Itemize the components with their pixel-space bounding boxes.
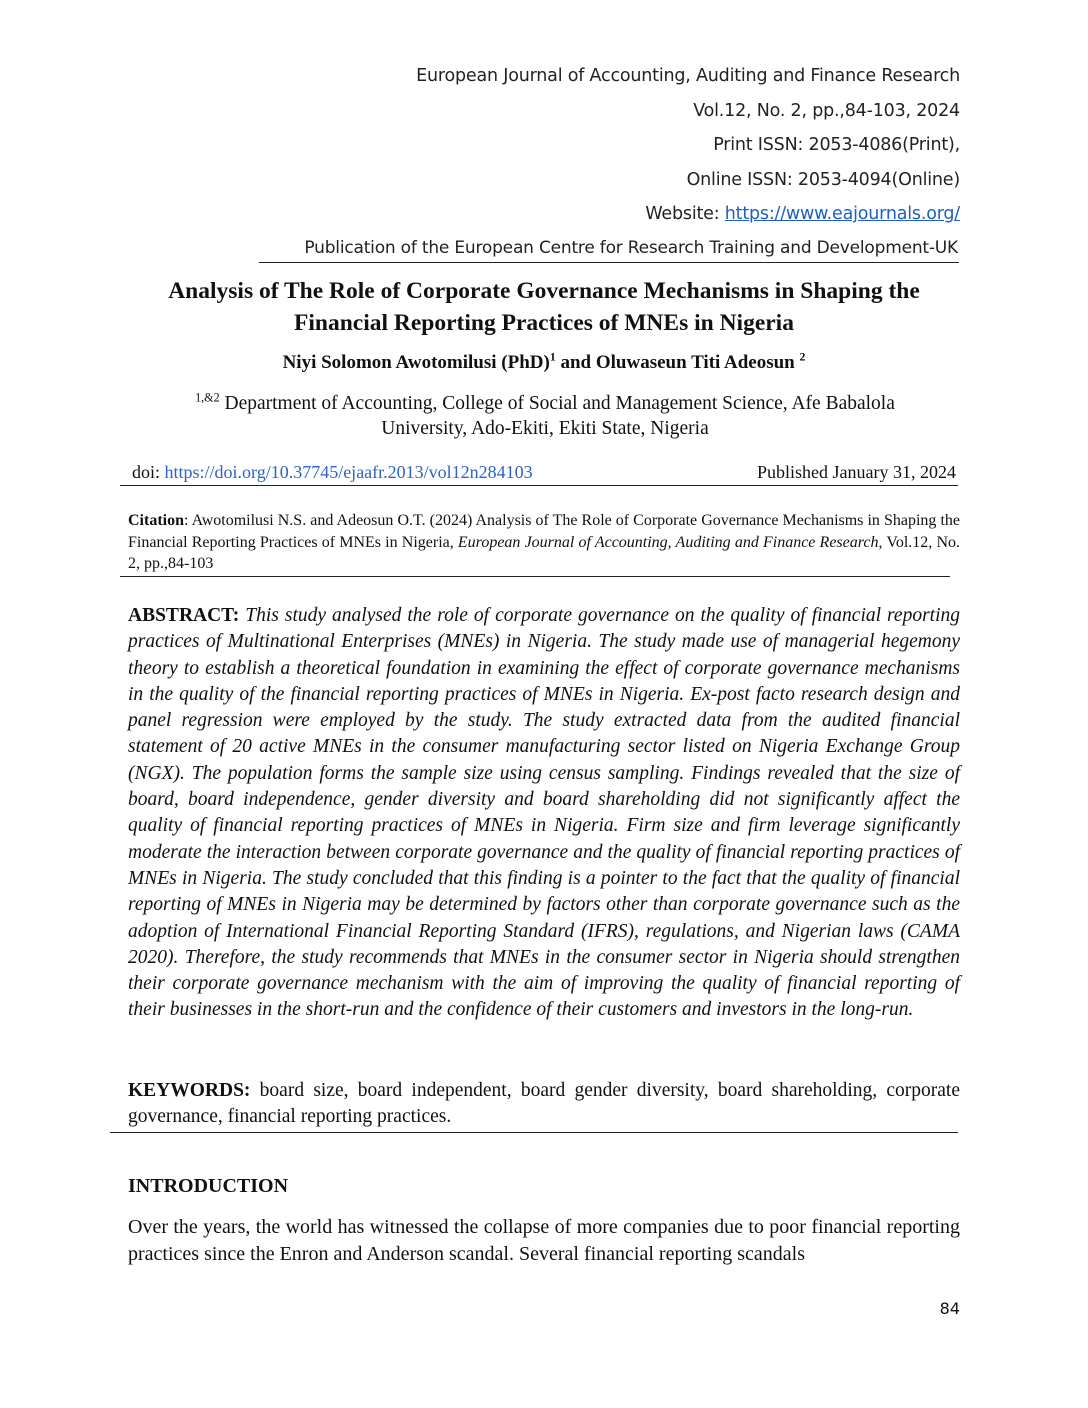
author-1-affil-mark: 1: [549, 350, 556, 364]
citation-text: : Awotomilusi N.S. and Adeosun O.T. (2024) Analysis of The Role of Corporate Governance Mechanisms in Shaping the Financial Reporting Practices of MNEs in Nigeria,: [128, 512, 960, 551]
page-number: 84: [939, 1299, 960, 1318]
online-issn: Online ISSN: 2053-4094(Online): [686, 169, 960, 190]
doi-link[interactable]: https://doi.org/10.37745/ejaafr.2013/vol12n284103: [164, 462, 533, 482]
header-divider: [259, 262, 959, 263]
author-1: Niyi Solomon Awotomilusi (PhD): [282, 352, 550, 373]
abstract-label: ABSTRACT:: [128, 605, 240, 626]
author-conjunction: and: [555, 352, 596, 373]
citation-divider: [120, 576, 950, 577]
introduction-heading: INTRODUCTION: [128, 1175, 289, 1197]
website-link[interactable]: https://www.eajournals.org/: [724, 204, 960, 224]
title-line-2: Financial Reporting Practices of MNEs in Nigeria: [294, 310, 794, 336]
affiliation: [130, 391, 960, 441]
citation-journal: European Journal of Accounting, Auditing and Finance Research: [457, 533, 879, 551]
keywords-block: [128, 1078, 960, 1131]
journal-volume: Vol.12, No. 2, pp.,84-103, 2024: [693, 100, 960, 121]
publication-line: Publication of the European Centre for Research Training and Development-UK: [304, 238, 958, 258]
citation-block: [128, 510, 960, 575]
doi-label: doi:: [132, 462, 165, 482]
author-list: [100, 349, 988, 377]
affiliation-line-1: Department of Accounting, College of Social and Management Science, Afe Babalola: [219, 393, 895, 414]
introduction-paragraph: Over the years, the world has witnessed the collapse of more companies due to poor financial reporting practices since the Enron and Anderson scandal. Several financial reporting scandals: [128, 1216, 960, 1265]
doi-row: [132, 460, 956, 484]
citation-label: Citation: [128, 512, 184, 529]
website-label: Website:: [645, 204, 725, 224]
doi-divider: [120, 485, 958, 486]
article-title: [100, 275, 988, 339]
published-date: Published January 31, 2024: [757, 462, 956, 482]
affiliation-line-2: University, Ado-Ekiti, Ekiti State, Nigeria: [381, 418, 709, 439]
journal-header: [140, 62, 960, 235]
keywords-label: KEYWORDS:: [128, 1080, 251, 1101]
author-2: Oluwaseun Titi Adeosun: [595, 352, 800, 373]
journal-name: European Journal of Accounting, Auditing and Finance Research: [416, 66, 960, 86]
website-line: [140, 200, 960, 235]
print-issn: Print ISSN: 2053-4086(Print),: [713, 135, 960, 155]
abstract-block: [128, 603, 960, 1024]
keywords-divider: [110, 1132, 958, 1133]
abstract-text: This study analysed the role of corporate governance on the quality of financial reporting practices of Multinational Enterprises (MNEs) in Nigeria. The study made use of managerial hegemony theory to establish a theoretical foundation in examining the effect of corporate governance mechanisms in the quality of the financial reporting practices of MNEs in Nigeria. Ex-post facto research design and panel regression were employed by the study. The study extracted data from the audited financial statement of 20 active MNEs in the consumer manufacturing sector listed on Nigeria Exchange Group (NGX). The population forms the sample size using census sampling. Findings revealed that the size of board, board independence, gender diversity and board shareholding did not significantly affect the quality of financial reporting practices of MNEs in Nigeria. Firm size and firm leverage significantly moderate the interaction between corporate governance and the quality of financial reporting practices of MNEs in Nigeria. The study concluded that this finding is a pointer to the fact that the quality of financial reporting of MNEs in Nigeria may be determined by factors other than corporate governance such as the adoption of International Financial Reporting Standard (IFRS), regulations, and Nigerian laws (CAMA 2020). Therefore, the study recommends that MNEs in the consumer sector in Nigeria should strengthen their corporate governance mechanism with the aim of improving the quality of financial reporting of their businesses in the short-run and the confidence of their customers and investors in the long-run.: [128, 605, 960, 1021]
affiliation-mark: 1,&2: [195, 390, 220, 405]
citation-text-end: , Vol.12, No. 2, pp.,84-103: [128, 533, 960, 572]
author-2-affil-mark: 2: [799, 350, 806, 364]
keywords-text: board size, board independent, board gender diversity, board shareholding, corporate governance, financial reporting practices.: [128, 1080, 960, 1128]
title-line-1: Analysis of The Role of Corporate Governance Mechanisms in Shaping the: [168, 278, 920, 304]
